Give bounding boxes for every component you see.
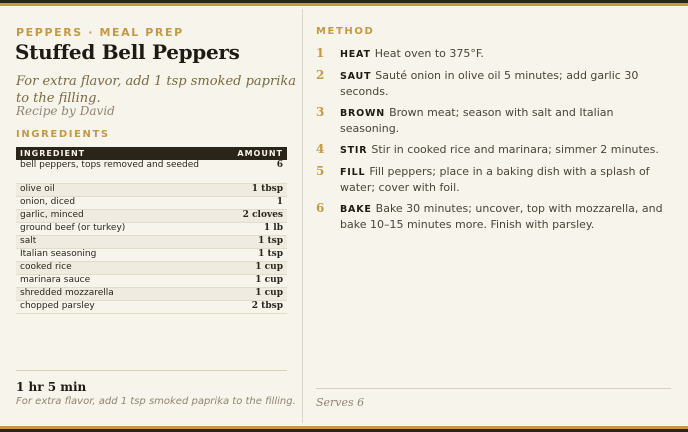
- author-name: David: [79, 104, 115, 118]
- total-time: 1 hr 5 min: [16, 380, 87, 394]
- ingredient-name: ground beef (or turkey): [16, 223, 217, 236]
- left-footer-divider: [16, 370, 287, 371]
- ingredient-amount: 1 lb: [217, 223, 287, 236]
- left-panel: [0, 9, 303, 423]
- method-step: [316, 46, 671, 62]
- column-header-ingredient: INGREDIENT: [16, 147, 217, 160]
- step-verb: SAUT: [340, 71, 372, 82]
- ingredient-amount: 1 tsp: [217, 249, 287, 262]
- serves-count: Serves 6: [316, 396, 365, 409]
- recipe-title: Stuffed Bell Peppers: [15, 40, 240, 64]
- method-step: [316, 201, 671, 232]
- step-text: Sauté onion in olive oil 5 minutes; add garlic 30 seconds.: [340, 69, 639, 98]
- recipe-subtitle: For extra flavor, add 1 tsp smoked paprika to the filling.: [16, 74, 296, 106]
- ingredient-amount: 1 cup: [217, 275, 287, 288]
- step-text: Bake 30 minutes; uncover, top with mozzarella, and bake 10–15 minutes more. Finish with parsley.: [340, 202, 663, 231]
- step-number: 3: [316, 105, 325, 119]
- category-eyebrow: PEPPERS · MEAL PREP: [16, 26, 184, 39]
- ingredient-amount: 1: [217, 197, 287, 210]
- ingredient-name: shredded mozzarella: [16, 288, 217, 301]
- table-row: [16, 160, 287, 184]
- ingredient-amount: 1 cup: [217, 262, 287, 275]
- step-number: 1: [316, 46, 325, 60]
- method-heading: METHOD: [316, 26, 375, 37]
- step-text: Brown meat; season with salt and Italian seasoning.: [340, 106, 614, 135]
- column-header-amount: AMOUNT: [217, 147, 287, 160]
- table-row: [16, 262, 287, 275]
- table-row: [16, 197, 287, 210]
- byline: [16, 104, 115, 118]
- right-panel: [303, 9, 688, 423]
- ingredient-amount: 1 tsp: [217, 236, 287, 249]
- table-row: [16, 275, 287, 288]
- step-number: 6: [316, 201, 325, 215]
- method-step: [316, 105, 671, 136]
- table-row: [16, 184, 287, 197]
- ingredient-name: olive oil: [16, 184, 217, 197]
- ingredients-table: [16, 147, 287, 314]
- byline-prefix: Recipe by: [16, 104, 76, 118]
- ingredient-amount: 2 tbsp: [217, 301, 287, 314]
- right-footer-divider: [316, 388, 671, 389]
- footer-tip: For extra flavor, add 1 tsp smoked paprika to the filling.: [16, 396, 296, 407]
- ingredient-name: bell peppers, tops removed and seeded: [16, 160, 217, 184]
- step-text: Heat oven to 375°F.: [374, 47, 484, 60]
- method-steps: [316, 46, 671, 238]
- ingredient-amount: 2 cloves: [217, 210, 287, 223]
- step-verb: BROWN: [340, 108, 386, 119]
- method-step: [316, 68, 671, 99]
- ingredient-name: onion, diced: [16, 197, 217, 210]
- step-verb: BAKE: [340, 204, 372, 215]
- ingredient-amount: 6: [217, 160, 287, 184]
- ingredient-name: cooked rice: [16, 262, 217, 275]
- ingredient-amount: 1 cup: [217, 288, 287, 301]
- table-row: [16, 301, 287, 314]
- step-number: 5: [316, 164, 325, 178]
- table-row: [16, 210, 287, 223]
- step-number: 2: [316, 68, 325, 82]
- method-step: [316, 164, 671, 195]
- step-verb: FILL: [340, 167, 366, 178]
- method-step: [316, 142, 671, 158]
- table-row: [16, 249, 287, 262]
- ingredient-name: chopped parsley: [16, 301, 217, 314]
- ingredients-heading: INGREDIENTS: [16, 129, 110, 140]
- ingredient-name: marinara sauce: [16, 275, 217, 288]
- step-number: 4: [316, 142, 325, 156]
- step-text: Stir in cooked rice and marinara; simmer 2 minutes.: [371, 143, 659, 156]
- ingredient-amount: 1 tbsp: [217, 184, 287, 197]
- step-verb: HEAT: [340, 49, 371, 60]
- table-row: [16, 223, 287, 236]
- ingredient-name: Italian seasoning: [16, 249, 217, 262]
- step-text: Fill peppers; place in a baking dish with a splash of water; cover with foil.: [340, 165, 650, 194]
- step-verb: STIR: [340, 145, 368, 156]
- ingredient-name: garlic, minced: [16, 210, 217, 223]
- table-row: [16, 236, 287, 249]
- table-row: [16, 288, 287, 301]
- ingredients-header-row: [16, 147, 287, 160]
- ingredient-name: salt: [16, 236, 217, 249]
